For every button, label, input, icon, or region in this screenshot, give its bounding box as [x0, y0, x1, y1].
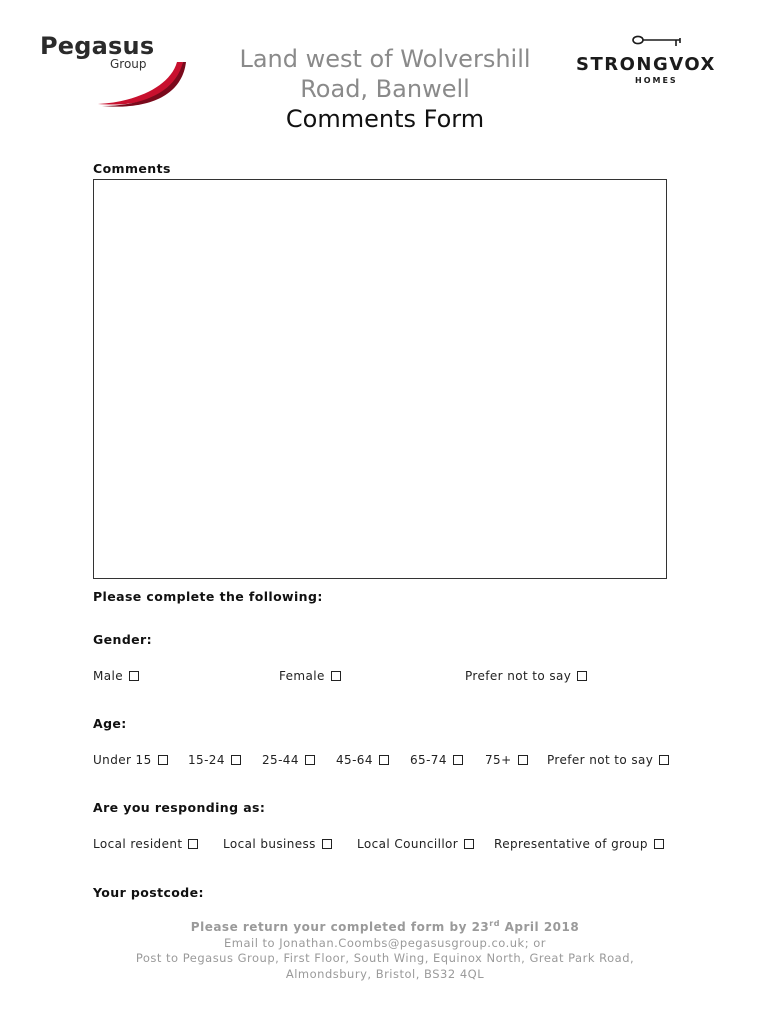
checkbox[interactable] — [322, 839, 332, 849]
deadline-sup: rd — [489, 919, 500, 928]
gender-option-female[interactable] — [279, 669, 341, 683]
checkbox[interactable] — [453, 755, 463, 765]
strongvox-logo-sub: HOMES — [635, 76, 678, 85]
option-label: Local resident — [93, 837, 183, 851]
option-label: 25-44 — [262, 753, 299, 767]
option-label: 75+ — [485, 753, 512, 767]
age-option-15-24[interactable] — [188, 753, 241, 767]
gender-option-male[interactable] — [93, 669, 139, 683]
checkbox[interactable] — [129, 671, 139, 681]
age-option-75-plus[interactable] — [485, 753, 528, 767]
deadline-suffix: April 2018 — [499, 920, 580, 934]
postcode-label: Your postcode: — [93, 885, 204, 900]
strongvox-homes-logo — [572, 34, 742, 88]
responding-option-local-business[interactable] — [223, 837, 332, 851]
option-label: 15-24 — [188, 753, 225, 767]
gender-option-prefer-not[interactable] — [465, 669, 587, 683]
option-label: Prefer not to say — [547, 753, 654, 767]
option-label: Representative of group — [494, 837, 648, 851]
option-label: Local Councillor — [357, 837, 459, 851]
age-option-prefer-not[interactable] — [547, 753, 669, 767]
checkbox[interactable] — [659, 755, 669, 765]
checkbox[interactable] — [158, 755, 168, 765]
title-line-1: Land west of Wolvershill — [239, 45, 531, 73]
responding-as-label: Are you responding as: — [93, 800, 266, 815]
pegasus-group-logo — [40, 32, 190, 110]
gender-label: Gender: — [93, 632, 153, 647]
checkbox[interactable] — [188, 839, 198, 849]
option-label: 65-74 — [410, 753, 447, 767]
post-line-1: Post to Pegasus Group, First Floor, South Wing, Equinox North, Great Park Road, — [135, 951, 635, 965]
checkbox[interactable] — [231, 755, 241, 765]
checkbox[interactable] — [654, 839, 664, 849]
post-line-2: Almondsbury, Bristol, BS32 4QL — [285, 966, 485, 981]
option-label: Local business — [223, 837, 316, 851]
option-label: Female — [279, 669, 325, 683]
footer — [60, 916, 710, 982]
pegasus-logo-sub: Group — [110, 57, 147, 71]
page-title — [215, 44, 555, 134]
checkbox[interactable] — [518, 755, 528, 765]
title-line-2: Road, Banwell — [300, 75, 470, 103]
comments-label: Comments — [93, 161, 171, 176]
comments-field[interactable] — [93, 179, 667, 579]
deadline-prefix: Please return your completed form by 23 — [190, 920, 490, 934]
responding-option-local-councillor[interactable] — [357, 837, 474, 851]
checkbox[interactable] — [331, 671, 341, 681]
checkbox[interactable] — [379, 755, 389, 765]
age-option-under-15[interactable] — [93, 753, 168, 767]
complete-following-label: Please complete the following: — [93, 589, 323, 604]
email-line: Email to Jonathan.Coombs@pegasusgroup.co.uk; or — [223, 935, 546, 950]
option-label: Under 15 — [93, 753, 152, 767]
option-label: Male — [93, 669, 124, 683]
strongvox-logo-word: STRONGVOX — [576, 54, 716, 75]
option-label: 45-64 — [336, 753, 373, 767]
pegasus-logo-word: Pegasus — [40, 32, 155, 60]
checkbox[interactable] — [577, 671, 587, 681]
return-deadline — [60, 916, 710, 936]
title-line-3: Comments Form — [285, 105, 485, 133]
responding-option-local-resident[interactable] — [93, 837, 198, 851]
option-label: Prefer not to say — [465, 669, 572, 683]
key-icon — [632, 34, 684, 48]
age-option-45-64[interactable] — [336, 753, 389, 767]
age-option-25-44[interactable] — [262, 753, 315, 767]
age-label: Age: — [93, 716, 127, 731]
responding-option-representative[interactable] — [494, 837, 664, 851]
age-option-65-74[interactable] — [410, 753, 463, 767]
checkbox[interactable] — [464, 839, 474, 849]
checkbox[interactable] — [305, 755, 315, 765]
